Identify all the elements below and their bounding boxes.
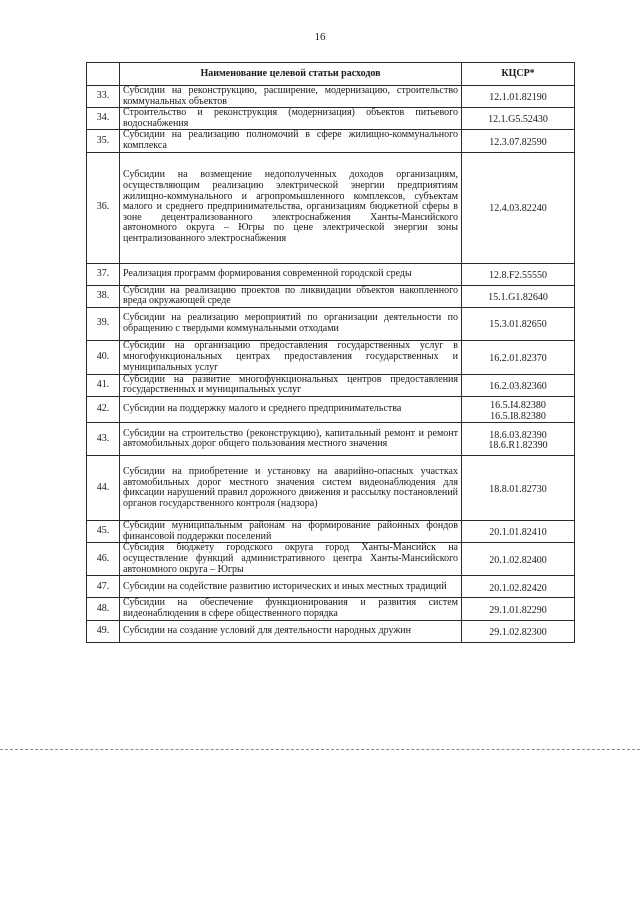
row-code-cell bbox=[462, 543, 575, 576]
row-item-name: Субсидии на обеспечение функционирования и развития систем видеонаблюдения в сфере общественного порядка bbox=[120, 598, 462, 620]
row-number: 39. bbox=[87, 307, 120, 340]
row-code: 12.1.G5.52430 bbox=[488, 114, 548, 126]
row-number: 47. bbox=[87, 576, 120, 598]
table-row bbox=[87, 152, 575, 263]
row-code: 15.3.01.82650 bbox=[489, 319, 547, 331]
table-row bbox=[87, 423, 575, 456]
row-item-name: Субсидии на содействие развитию исторических и иных местных традиций bbox=[120, 576, 462, 598]
table-row bbox=[87, 263, 575, 285]
row-number: 34. bbox=[87, 108, 120, 130]
table-row bbox=[87, 620, 575, 642]
row-number: 38. bbox=[87, 285, 120, 307]
row-item-name: Субсидии на реализацию мероприятий по организации деятельности по обращению с твердыми коммунальными отходами bbox=[120, 307, 462, 340]
row-code-cell bbox=[462, 340, 575, 374]
row-code: 20.1.01.82410 bbox=[489, 527, 547, 539]
table-row bbox=[87, 285, 575, 307]
table-row bbox=[87, 456, 575, 521]
row-number: 48. bbox=[87, 598, 120, 620]
table-row bbox=[87, 307, 575, 340]
row-code-cell bbox=[462, 620, 575, 642]
row-code: 18.6.R1.82390 bbox=[488, 440, 548, 452]
row-item-name: Субсидии на поддержку малого и среднего предпринимательства bbox=[120, 396, 462, 422]
row-code-cell bbox=[462, 423, 575, 456]
row-code: 12.3.07.82590 bbox=[489, 136, 547, 148]
row-item-name: Субсидии на организацию предоставления государственных услуг в многофункциональных центрах предоставления государственных и муниципальных услуг bbox=[120, 340, 462, 374]
table-row bbox=[87, 521, 575, 543]
row-code: 18.6.03.82390 bbox=[489, 429, 547, 441]
row-code-cell bbox=[462, 285, 575, 307]
table-row bbox=[87, 340, 575, 374]
row-number: 40. bbox=[87, 340, 120, 374]
row-code-cell bbox=[462, 152, 575, 263]
row-item-name: Субсидии на реализацию полномочий в сфере жилищно-коммунального комплекса bbox=[120, 130, 462, 152]
table-row bbox=[87, 576, 575, 598]
row-code: 12.4.03.82240 bbox=[489, 203, 547, 215]
row-item-name: Субсидии муниципальным районам на формирование районных фондов финансовой поддержки поселений bbox=[120, 521, 462, 543]
row-number: 41. bbox=[87, 374, 120, 396]
row-item-name: Субсидии на развитие многофункциональных центров предоставления государственных и муниципальных услуг bbox=[120, 374, 462, 396]
row-item-name: Субсидии на создание условий для деятельности народных дружин bbox=[120, 620, 462, 642]
row-code-cell bbox=[462, 130, 575, 152]
row-code-cell bbox=[462, 263, 575, 285]
table-row bbox=[87, 374, 575, 396]
header-item-name: Наименование целевой статьи расходов bbox=[120, 63, 462, 86]
table-body bbox=[87, 86, 575, 643]
row-item-name: Субсидии на возмещение недополученных доходов организациям, осуществляющим реализацию электрической энергии предприятиям жилищно-коммунального и агропромышленного комплексов, субъектам малого и среднего предпринимательства, организациям бюджетной сферы в зоне децентрализованного электроснабжения Ханты-Мансийского автономного округа – Югры по цене электрической энергии зоны централизованного электроснабжения bbox=[120, 152, 462, 263]
table-header-row bbox=[87, 63, 575, 86]
row-number: 49. bbox=[87, 620, 120, 642]
row-number: 45. bbox=[87, 521, 120, 543]
page-number: 16 bbox=[314, 31, 326, 43]
table-row bbox=[87, 86, 575, 108]
row-number: 37. bbox=[87, 263, 120, 285]
row-code: 12.8.F2.55550 bbox=[488, 269, 548, 281]
header-code: КЦСР* bbox=[462, 63, 575, 86]
row-item-name: Строительство и реконструкция (модернизация) объектов питьевого водоснабжения bbox=[120, 108, 462, 130]
row-code: 29.1.02.82300 bbox=[489, 626, 547, 638]
budget-items-table bbox=[86, 62, 575, 643]
row-number: 35. bbox=[87, 130, 120, 152]
row-code-cell bbox=[462, 521, 575, 543]
row-item-name: Субсидии на приобретение и установку на аварийно-опасных участках автомобильных дорог местного значения систем видеонаблюдения для фиксации нарушений правил дорожного движения и рассылку постановлений органов государственного контроля (надзора) bbox=[120, 456, 462, 521]
table-row bbox=[87, 598, 575, 620]
row-number: 36. bbox=[87, 152, 120, 263]
row-code: 16.5.I8.82380 bbox=[490, 410, 546, 422]
table-row bbox=[87, 108, 575, 130]
row-code-cell bbox=[462, 86, 575, 108]
row-item-name: Субсидии на реализацию проектов по ликвидации объектов накопленного вреда окружающей среде bbox=[120, 285, 462, 307]
row-code-cell bbox=[462, 598, 575, 620]
row-code: 16.2.03.82360 bbox=[489, 381, 547, 393]
row-code-cell bbox=[462, 396, 575, 422]
row-code-cell bbox=[462, 307, 575, 340]
row-item-name: Субсидии на реконструкцию, расширение, модернизацию, строительство коммунальных объектов bbox=[120, 86, 462, 108]
row-code-cell bbox=[462, 108, 575, 130]
row-item-name: Субсидия бюджету городского округа город Ханты-Мансийск на осуществление функций административного центра Ханты-Мансийского автономного округа – Югры bbox=[120, 543, 462, 576]
row-code-cell bbox=[462, 374, 575, 396]
row-code: 20.1.02.82420 bbox=[489, 582, 547, 594]
row-code: 29.1.01.82290 bbox=[489, 604, 547, 616]
table-row bbox=[87, 396, 575, 422]
row-number: 42. bbox=[87, 396, 120, 422]
row-code: 15.1.G1.82640 bbox=[488, 291, 548, 303]
table-row bbox=[87, 543, 575, 576]
row-code-cell bbox=[462, 576, 575, 598]
row-code: 16.2.01.82370 bbox=[489, 352, 547, 364]
row-code: 18.8.01.82730 bbox=[489, 483, 547, 495]
row-number: 43. bbox=[87, 423, 120, 456]
row-number: 44. bbox=[87, 456, 120, 521]
row-item-name: Реализация программ формирования современной городской среды bbox=[120, 263, 462, 285]
header-number bbox=[87, 63, 120, 86]
row-item-name: Субсидии на строительство (реконструкцию), капитальный ремонт и ремонт автомобильных дорог общего пользования местного значения bbox=[120, 423, 462, 456]
page-bottom-divider bbox=[0, 749, 640, 750]
row-code: 16.5.I4.82380 bbox=[490, 399, 546, 411]
row-code: 12.1.01.82190 bbox=[489, 92, 547, 104]
row-code-cell bbox=[462, 456, 575, 521]
row-code: 20.1.02.82400 bbox=[489, 555, 547, 567]
row-number: 33. bbox=[87, 86, 120, 108]
table-row bbox=[87, 130, 575, 152]
row-number: 46. bbox=[87, 543, 120, 576]
